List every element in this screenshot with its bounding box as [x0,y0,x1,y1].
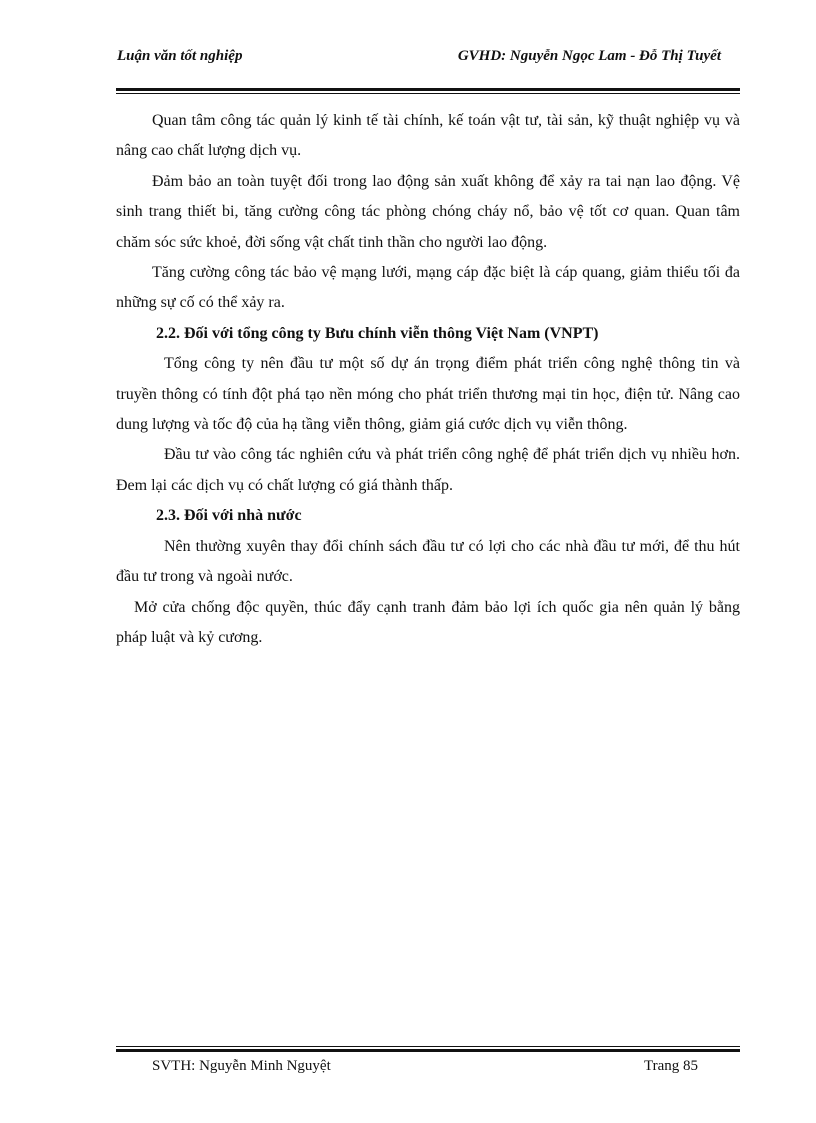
page-body [116,106,740,653]
footer-rule-thin [116,1046,740,1047]
paragraph-labor-safety: Đảm bảo an toàn tuyệt đối trong lao động sản xuất không để xảy ra tai nạn lao động. Vệ sinh trang thiết bi, tăng cường công tác phòng chóng cháy nổ, bảo vệ tốt cơ quan. Quan tâm chăm sóc sức khoẻ, đời sống vật chất tinh thần cho người lao động. [116,172,740,251]
section-heading-2-2: 2.2. Đối với tổng công ty Bưu chính viễn thông Việt Nam (VNPT) [156,324,599,342]
paragraph-vnpt-investment: Tổng công ty nên đầu tư một số dự án trọng điểm phát triển công nghệ thông tin và truyền thông có tính đột phá tạo nền móng cho phát triển thương mại tin học, điện tử. Nâng cao dung lượng và tốc độ của hạ tầng viễn thông, giảm giá cước dịch vụ viễn thông. [116,355,740,434]
header-rule-thin [116,93,740,94]
paragraph-research-development: Đầu tư vào công tác nghiên cứu và phát triển công nghệ để phát triển dịch vụ nhiều hơn. Đem lại các dịch vụ có chất lượng có giá thành thấp. [116,446,740,494]
paragraph-investment-policy: Nên thường xuyên thay đổi chính sách đầu tư có lợi cho các nhà đầu tư mới, để thu hút đầu tư trong và ngoài nước. [116,537,740,586]
footer-student-name: SVTH: Nguyễn Minh Nguyệt [152,1058,331,1074]
footer-page-number: Trang 85 [643,1058,698,1074]
header-thesis-label: Luận văn tốt nghiệp [117,48,243,64]
header-rule-thick [116,88,740,91]
footer-rule-thick [116,1049,740,1052]
paragraph-anti-monopoly: Mở cửa chống độc quyền, thúc đẩy cạnh tranh đảm bảo lợi ích quốc gia nên quản lý bằng pháp luật và kỷ cương. [116,598,740,646]
paragraph-management: Quan tâm công tác quản lý kinh tế tài chính, kế toán vật tư, tài sản, kỹ thuật nghiệp vụ và nâng cao chất lượng dịch vụ. [116,112,740,160]
header-advisors: GVHD: Nguyễn Ngọc Lam - Đỗ Thị Tuyết [457,48,721,64]
paragraph-network-protection: Tăng cường công tác bảo vệ mạng lưới, mạng cáp đặc biệt là cáp quang, giảm thiểu tối đa những sự cố có thể xảy ra. [116,264,740,312]
section-heading-2-3: 2.3. Đối với nhà nước [156,507,302,525]
